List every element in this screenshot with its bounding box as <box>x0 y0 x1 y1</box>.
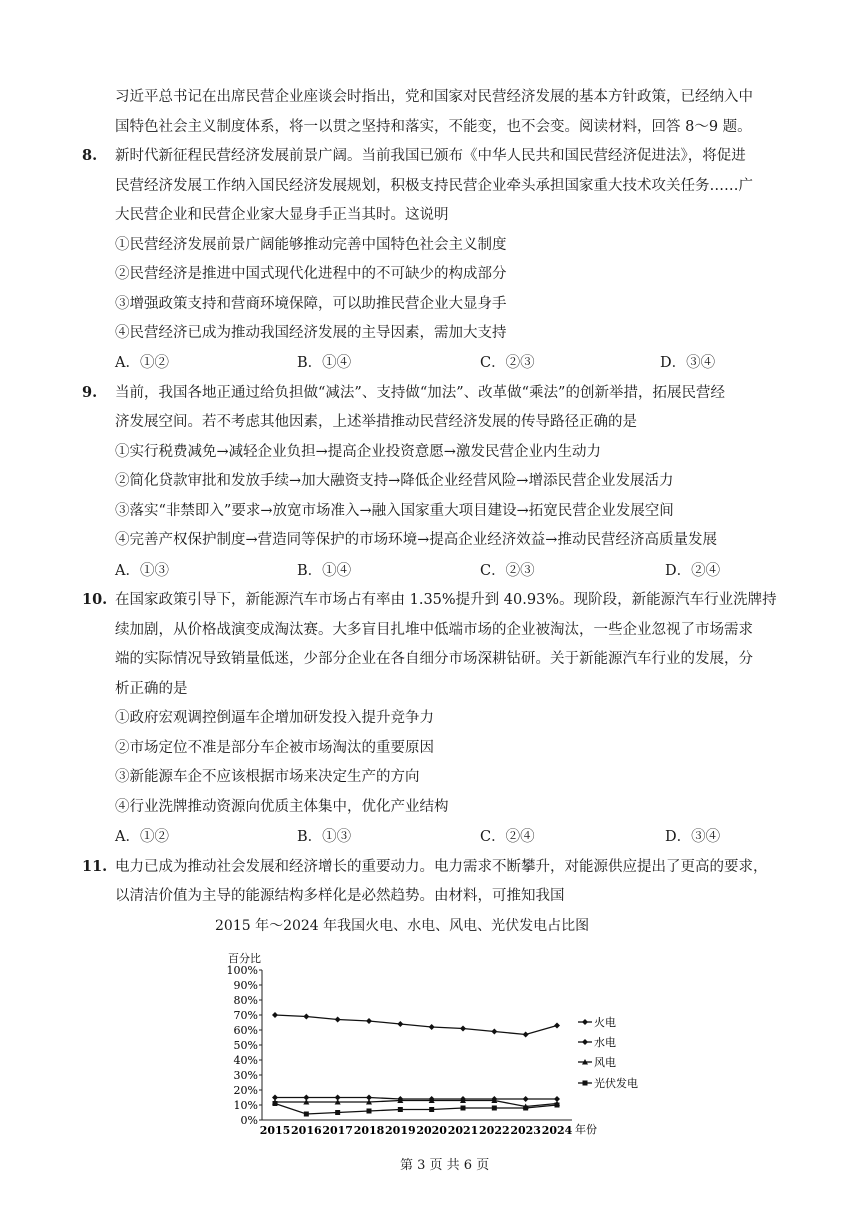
data-point <box>523 1106 528 1111</box>
question-11-stem-1: 电力已成为推动社会发展和经济增长的重要动力。电力需求不断攀升，对能源供应提出了更高的要求， <box>115 859 768 875</box>
legend-marker <box>583 1081 588 1086</box>
question-10-item-1: ①政府宏观调控倒逼车企增加研发投入提升竞争力 <box>115 710 434 726</box>
series-1 <box>272 1012 560 1038</box>
y-tick-label: 100% <box>226 964 258 977</box>
question-8-number: 8. <box>82 147 98 164</box>
legend-label: 光伏发电 <box>594 1077 638 1090</box>
question-10-stem-4: 析正确的是 <box>115 681 188 697</box>
data-point <box>367 1109 372 1114</box>
x-tick-label: 2018 <box>353 1124 385 1137</box>
question-10-item-2: ②市场定位不准是部分车企被市场淘汰的重要原因 <box>115 740 434 756</box>
y-tick-label: 80% <box>233 994 258 1007</box>
x-tick-label: 2020 <box>416 1124 447 1137</box>
legend-item-2 <box>578 1035 616 1049</box>
legend-item-1 <box>578 1015 616 1029</box>
question-9-option-b: B．①④ <box>297 563 352 579</box>
y-tick-labels <box>227 964 262 1127</box>
question-10-option-a: A．①② <box>115 829 169 845</box>
question-10-item-4: ④行业洗牌推动资源向优质主体集中，优化产业结构 <box>115 799 449 815</box>
question-9-option-d: D．②④ <box>665 563 721 579</box>
intro-line-1: 习近平总书记在出席民营企业座谈会时指出，党和国家对民营经济发展的基本方针政策，已经纳入中 <box>115 89 753 105</box>
intro-line-2: 国特色社会主义制度体系，将一以贯之坚持和落实，不能变，也不会变。阅读材料，回答 8～9 题。 <box>115 119 752 135</box>
data-point <box>555 1103 560 1108</box>
y-axis-label: 百分比 <box>228 952 261 965</box>
x-tick-label: 2015 <box>259 1124 291 1137</box>
question-8-item-2: ②民营经济是推进中国式现代化进程中的不可缺少的构成部分 <box>115 266 507 282</box>
chart-legend <box>578 1015 638 1090</box>
question-8-option-b: B．①④ <box>297 355 352 371</box>
question-9-item-2: ②简化贷款审批和发放手续→加大融资支持→降低企业经营风险→增添民营企业发展活力 <box>115 473 674 489</box>
x-tick-label: 2016 <box>291 1124 322 1137</box>
question-8-item-3: ③增强政策支持和营商环境保障，可以助推民营企业大显身手 <box>115 296 507 312</box>
question-8-item-1: ①民营经济发展前景广阔能够推动完善中国特色社会主义制度 <box>115 237 507 253</box>
data-point <box>397 1021 403 1027</box>
question-10-option-c: C．②④ <box>480 829 535 845</box>
question-9-item-1: ①实行税费减免→减轻企业负担→提高企业投资意愿→激发民营企业内生动力 <box>115 444 601 460</box>
question-9-item-4: ④完善产权保护制度→营造同等保护的市场环境→提高企业经济效益→推动民营经济高质量发展 <box>115 532 717 548</box>
y-tick-label: 40% <box>233 1054 258 1067</box>
series-line <box>275 1101 557 1107</box>
x-tick-label: 2019 <box>385 1124 416 1137</box>
legend-marker <box>582 1019 588 1025</box>
y-tick-label: 50% <box>233 1039 258 1052</box>
legend-item-3 <box>578 1055 616 1069</box>
page-number: 第 3 页 共 6 页 <box>400 1158 490 1173</box>
y-tick-label: 20% <box>233 1084 258 1097</box>
data-point <box>554 1023 560 1029</box>
data-point <box>460 1026 466 1032</box>
data-point <box>335 1110 340 1115</box>
x-tick-label: 2022 <box>479 1124 510 1137</box>
question-9-option-c: C．②③ <box>480 563 535 579</box>
y-tick-label: 10% <box>233 1099 258 1112</box>
question-8-stem-2: 民营经济发展工作纳入国民经济发展规划，积极支持民营企业牵头承担国家重大技术攻关任务……广 <box>115 178 753 194</box>
question-8-option-c: C．②③ <box>480 355 535 371</box>
question-8-item-4: ④民营经济已成为推动我国经济发展的主导因素，需加大支持 <box>115 325 507 341</box>
question-8-stem-3: 大民营企业和民营企业家大显身手正当其时。这说明 <box>115 207 449 223</box>
question-10-option-d: D．③④ <box>665 829 721 845</box>
series-line <box>275 1015 557 1035</box>
data-point <box>491 1029 497 1035</box>
series-line <box>275 1098 557 1100</box>
data-point <box>461 1106 466 1111</box>
question-11-stem-2: 以清洁价值为主导的能源结构多样化是必然趋势。由材料，可推知我国 <box>115 888 565 904</box>
data-point <box>303 1014 309 1020</box>
question-10-option-b: B．①③ <box>297 829 352 845</box>
x-axis-label: 年份 <box>575 1123 597 1136</box>
question-9-stem-1: 当前，我国各地正通过给负担做“减法”、支持做“加法”、改革做“乘法”的创新举措，拓展民营经 <box>115 385 725 401</box>
data-point <box>398 1107 403 1112</box>
question-10-number: 10. <box>82 591 108 608</box>
series-line <box>275 1104 557 1115</box>
data-point <box>523 1096 529 1102</box>
question-10-stem-2: 续加剧，从价格战演变成淘汰赛。大多盲目扎堆中低端市场的企业被淘汰，一些企业忽视了市场需求 <box>115 622 753 638</box>
data-point <box>492 1106 497 1111</box>
y-tick-label: 0% <box>240 1114 258 1127</box>
question-10-stem-1: 在国家政策引导下，新能源汽车市场占有率由 1.35%提升到 40.93%。现阶段，新能源汽车行业洗牌持 <box>115 592 777 608</box>
x-tick-labels <box>260 1124 573 1137</box>
data-point <box>366 1018 372 1024</box>
y-tick-label: 60% <box>233 1024 258 1037</box>
question-10-stem-3: 端的实际情况导致销量低迷，少部分企业在各自细分市场深耕钻研。关于新能源汽车行业的发展，分 <box>115 651 753 667</box>
data-point <box>304 1112 309 1117</box>
series-4 <box>273 1101 560 1117</box>
x-tick-label: 2021 <box>447 1124 479 1137</box>
y-tick-label: 90% <box>233 979 258 992</box>
data-point <box>272 1012 278 1018</box>
y-tick-label: 70% <box>233 1009 258 1022</box>
data-point <box>273 1101 278 1106</box>
question-11-number: 11. <box>82 858 108 875</box>
question-10-item-3: ③新能源车企不应该根据市场来决定生产的方向 <box>115 769 420 785</box>
y-tick-label: 30% <box>233 1069 258 1082</box>
question-9-number: 9. <box>82 384 98 401</box>
legend-marker <box>582 1039 588 1045</box>
question-8-stem-1: 新时代新征程民营经济发展前景广阔。当前我国已颁布《中华人民共和国民营经济促进法》，将促进 <box>115 148 746 164</box>
chart-series <box>272 1012 560 1117</box>
legend-label: 水电 <box>594 1036 616 1049</box>
question-9-item-3: ③落实“非禁即入”要求→放宽市场准入→融入国家重大项目建设→拓宽民营企业发展空间 <box>115 503 674 519</box>
legend-label: 火电 <box>594 1016 616 1029</box>
chart-title: 2015 年～2024 年我国火电、水电、风电、光伏发电占比图 <box>215 918 590 934</box>
question-9-stem-2: 济发展空间。若不考虑其他因素，上述举措推动民营经济发展的传导路径正确的是 <box>115 414 637 430</box>
power-share-line-chart <box>0 940 868 1150</box>
legend-item-4 <box>578 1076 638 1090</box>
data-point <box>335 1017 341 1023</box>
data-point <box>429 1107 434 1112</box>
x-tick-label: 2017 <box>322 1124 353 1137</box>
question-9-option-a: A．①③ <box>115 563 169 579</box>
question-8-option-a: A．①② <box>115 355 169 371</box>
data-point <box>429 1024 435 1030</box>
x-tick-label: 2023 <box>510 1124 541 1137</box>
legend-label: 风电 <box>594 1056 616 1069</box>
question-8-option-d: D．③④ <box>660 355 716 371</box>
x-tick-label: 2024 <box>541 1124 573 1137</box>
data-point <box>523 1032 529 1038</box>
